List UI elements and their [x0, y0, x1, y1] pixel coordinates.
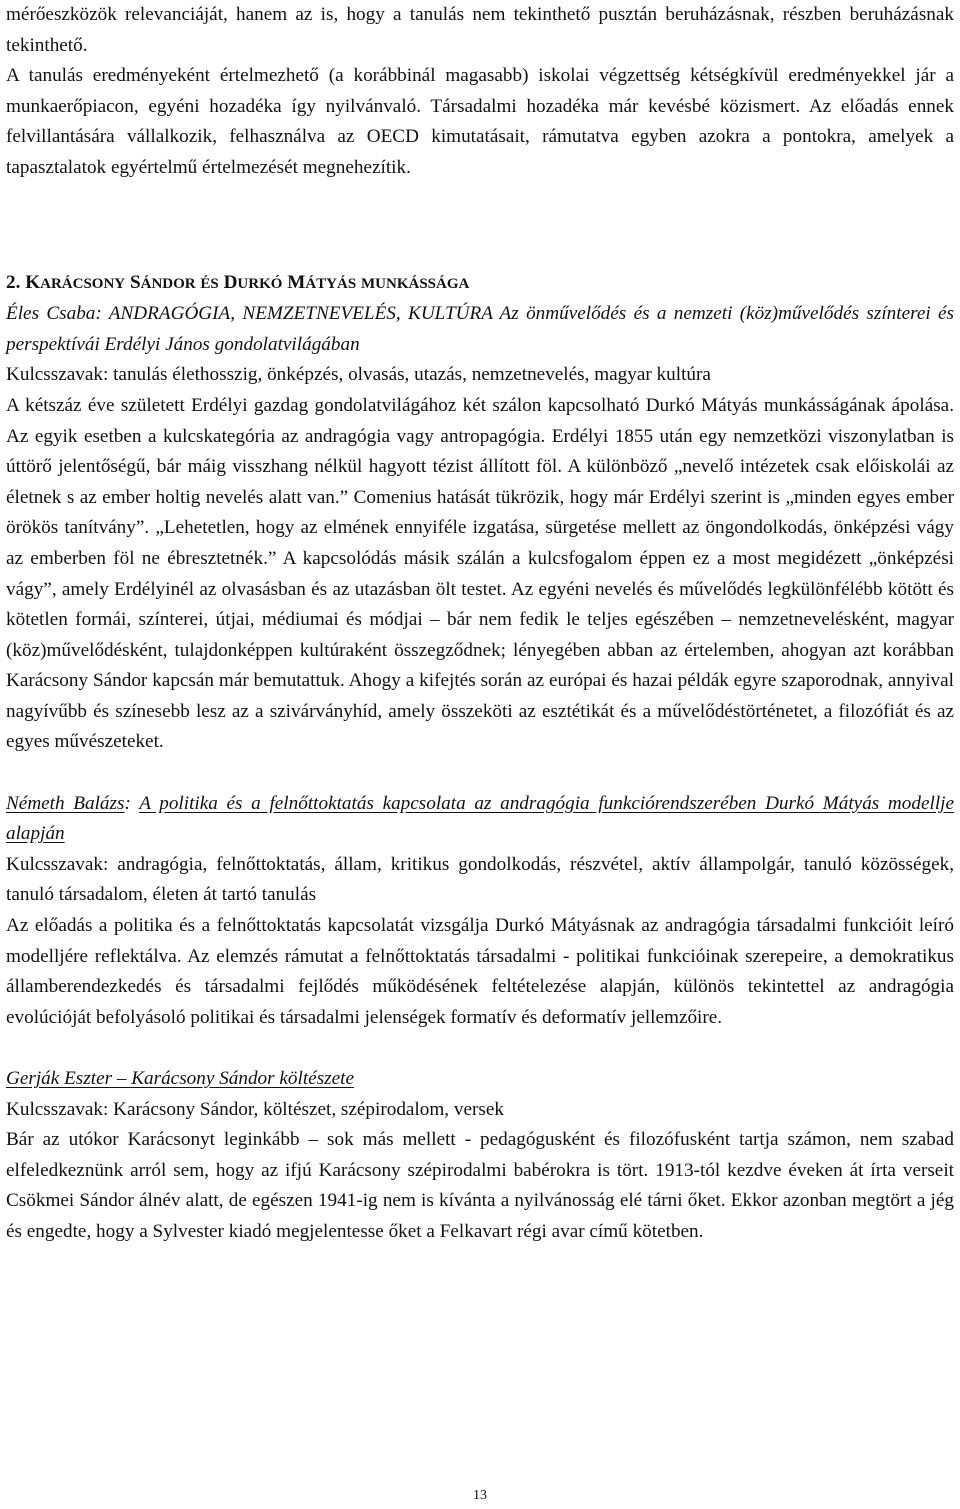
section-heading	[6, 268, 954, 300]
section-number: 2.	[6, 271, 21, 293]
talk1-keywords: Kulcsszavak: tanulás élethosszig, önképzés, olvasás, utazás, nemzetnevelés, magyar kultúra	[6, 364, 711, 386]
talk2-title-line	[6, 789, 954, 850]
talk3-title-line	[6, 1064, 954, 1095]
talk2-title: A politika és a felnőttoktatás kapcsolata az andragógia funkciórendszerében Durkó Mátyás modellje alapján	[6, 792, 954, 845]
talk3-abstract: Bár az utókor Karácsonyt leginkább – sok más mellett - pedagógusként és filozófusként tartja számon, nem szabad elfeledkeznünk arról sem, hogy az ifjú Karácsony szépirodalmi babérokra is tört. 1913-tól kezdve éveken át írta verseit Csökmei Sándor álnév alatt, de egészen 1941-ig nem is kívánta a nyilvánosság elé tárni őket. Ekkor azonban megtört a jég és engedte, hogy a Sylvester kiadó megjelentesse őket a Felkavart régi avar című kötetben.	[6, 1129, 954, 1242]
intro-paragraph: A tanulás eredményeként értelmezhető (a korábbinál magasabb) iskolai végzettség kétségkívül eredményekkel jár a munkaerőpiacon, egyéni hozadéka így nyilvánvaló. Társadalmi hozadéka már kevésbé közismert. Az előadás ennek felvillantására vállalkozik, felhasználva az OECD kimutatásait, rámutatva egyben azokra a pontokra, amelyek a tapasztalatok egyértelmű értelmezését megnehezítik.	[6, 65, 954, 178]
document-page	[6, 0, 954, 1248]
title-initial-m: M	[287, 271, 306, 293]
talk1-author: Éles Csaba:	[6, 303, 102, 325]
talk2-keywords: Kulcsszavak: andragógia, felnőttoktatás, állam, kritikus gondolkodás, részvétel, aktív állampolgár, tanuló közösségek, tanuló társadalom, életen át tartó tanulás	[6, 853, 954, 906]
title-initial-d: D	[223, 271, 238, 293]
intro-paragraph-continued: mérőeszközök relevanciáját, hanem az is, hogy a tanulás nem tekinthető pusztán beruházásnak, részben beruházásnak tekinthető.	[6, 4, 954, 56]
title-initial-k: K	[25, 271, 41, 293]
title-word-es: ÉS	[200, 275, 219, 292]
title-rest-durko: URKÓ	[237, 275, 283, 292]
page-number: 13	[473, 1488, 487, 1503]
talk3-keywords: Kulcsszavak: Karácsony Sándor, költészet, szépirodalom, versek	[6, 1098, 504, 1120]
title-word-munkassaga: MUNKÁSSÁGA	[361, 275, 470, 292]
title-rest-sandor: ÁNDOR	[140, 275, 196, 292]
section-spacer	[6, 1033, 954, 1064]
title-initial-s: S	[129, 271, 141, 293]
talk3-author-title: Gerják Eszter – Karácsony Sándor költészete	[6, 1068, 354, 1089]
talk2-separator: :	[124, 792, 140, 814]
talk1-title-line	[6, 299, 954, 360]
section-spacer	[6, 758, 954, 789]
talk2-author: Németh Balázs	[6, 792, 125, 814]
talk2-abstract: Az előadás a politika és a felnőttoktatás kapcsolatát vizsgálja Durkó Mátyásnak az andragógia társadalmi funkcióit leíró modelljére reflektálva. Az elemzés rámutat a felnőttoktatás társadalmi - politikai funkcióinak szerepeire, a demokratikus államberendezkedés és társadalmi fejlődés működésének feltételezése alapján, különös tekintettel az andragógia evolúcióját befolyásoló politikai és társadalmi jelenségek formatív és deformatív jellemzőire.	[6, 915, 954, 1028]
title-rest-karacsony: ARÁCSONY	[40, 275, 126, 292]
talk1-abstract: A kétszáz éve született Erdélyi gazdag gondolatvilágához két szálon kapcsolható Durkó Mátyás munkásságának ápolása. Az egyik esetben a kulcskategória az andragógia vagy antropagógia. Erdélyi 1855 után egy nemzetközi viszonylatban is úttörő jelentőségű, bár máig visszhang nélkül hagyott tézist állított föl. A különböző „nevelő intézetek csak előiskolái az életnek s az ember holtig nevelés alatt van.” Comenius hatását tükrözik, hogy már Erdélyi szerint is „minden egyes ember örökös tanítvány”. „Lehetetlen, hogy az elmének ennyiféle izgatása, sürgetése mellett az öngondolkodás, önképzési vágy az emberben föl ne ébresztetnék.” A kapcsolódás másik szálán a kulcsfogalom éppen ez a most megidézett „önképzési vágy”, amely Erdélyinél az olvasásban és az utazásban ölt testet. Az egyéni nevelés és művelődés legkülönfélébb kötött és kötetlen formái, színterei, útjai, médiumai és módjai – bár nem fedik le teljes egészében – nemzetnevelésként, magyar (köz)művelődésként, tulajdonképpen kultúraként összegződnek; lényegében abban az értelemben, ahogyan azt korábban Karácsony Sándor kapcsán már bemutattuk. Ahogy a kifejtés során az európai és hazai példák egyre szaporodnak, annyival nagyívűbb és színesebb lesz az a szivárványhíd, amely összeköti az esztétikát és a művelődéstörténetet, a filozófiát és az egyes művészeteket.	[6, 394, 954, 753]
title-rest-matyas: ÁTYÁS	[305, 275, 357, 292]
talk1-title: ANDRAGÓGIA, NEMZETNEVELÉS, KULTÚRA Az önművelődés és a nemzeti (köz)művelődés színterei és perspektívái Erdélyi János gondolatvilágában	[6, 303, 954, 355]
